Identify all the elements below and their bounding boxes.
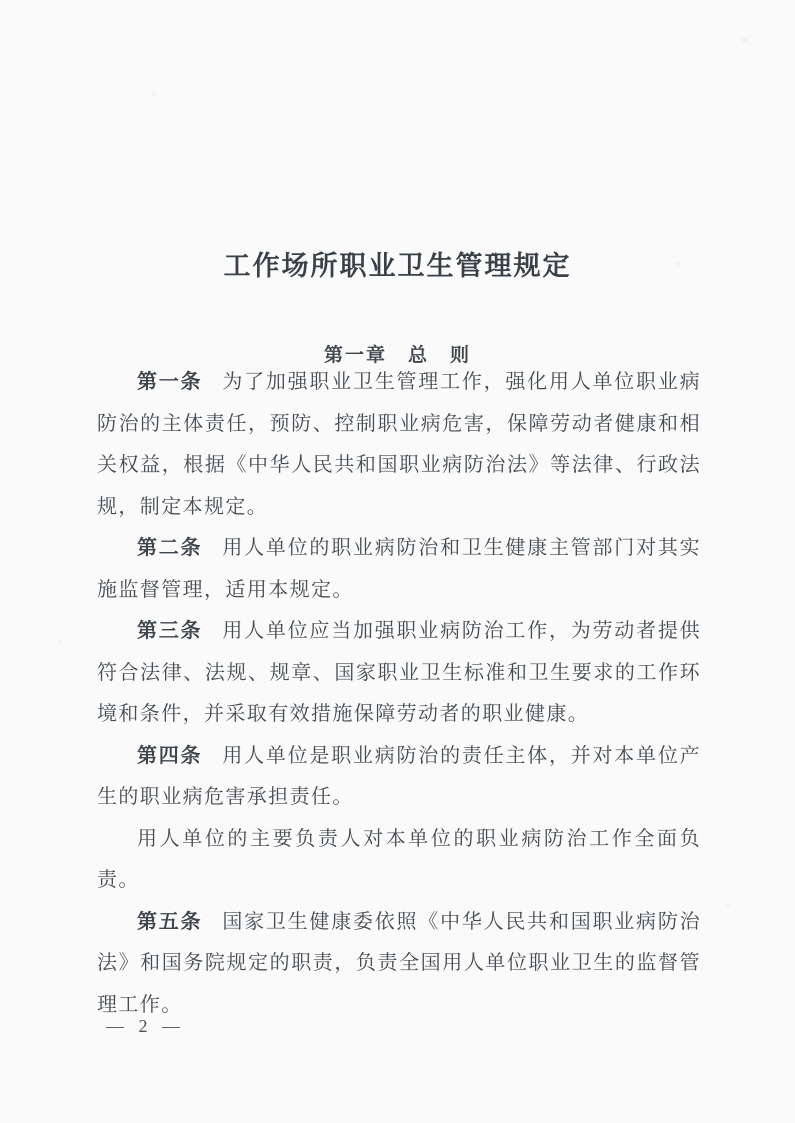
- article-paragraph: [97, 819, 701, 902]
- article-text: 用人单位的主要负责人对本单位的职业病防治工作全面负责。: [97, 827, 701, 891]
- article-paragraph: [97, 902, 701, 1027]
- scan-speck: [152, 92, 156, 96]
- article-text: 用人单位的职业病防治和卫生健康主管部门对其实施监督管理，适用本规定。: [97, 537, 701, 601]
- article-number: 第五条: [137, 910, 203, 933]
- article-text: 用人单位是职业病防治的责任主体，并对本单位产生的职业病危害承担责任。: [97, 744, 701, 808]
- article-text: 国家卫生健康委依照《中华人民共和国职业病防治法》和国务院规定的职责，负责全国用人单位职业卫生的监督管理工作。: [97, 910, 701, 1016]
- scan-speck: [726, 904, 730, 907]
- chapter-heading: 第一章 总 则: [323, 344, 471, 366]
- article-text: 为了加强职业卫生管理工作，强化用人单位职业病防治的主体责任，预防、控制职业病危害，保障劳动者健康和相关权益，根据《中华人民共和国职业病防治法》等法律、行政法规，制定本规定。: [97, 371, 701, 518]
- article-text: 用人单位应当加强职业病防治工作，为劳动者提供符合法律、法规、规章、国家职业卫生标准和卫生要求的工作环境和条件，并采取有效措施保障劳动者的职业健康。: [97, 620, 701, 725]
- article-number: 第一条: [137, 371, 203, 393]
- document-body: [97, 362, 701, 1026]
- page-number: — 2 —: [106, 1016, 185, 1036]
- article-number: 第二条: [137, 537, 203, 559]
- article-number: 第三条: [137, 620, 203, 642]
- article-paragraph: [97, 528, 701, 611]
- scan-speck: [742, 38, 747, 42]
- scan-speck: [58, 640, 61, 644]
- article-paragraph: [97, 611, 701, 736]
- document-title: 工作场所职业卫生管理规定: [223, 251, 572, 282]
- article-number: 第四条: [137, 744, 203, 767]
- article-paragraph: [97, 736, 701, 819]
- article-paragraph: [97, 362, 701, 528]
